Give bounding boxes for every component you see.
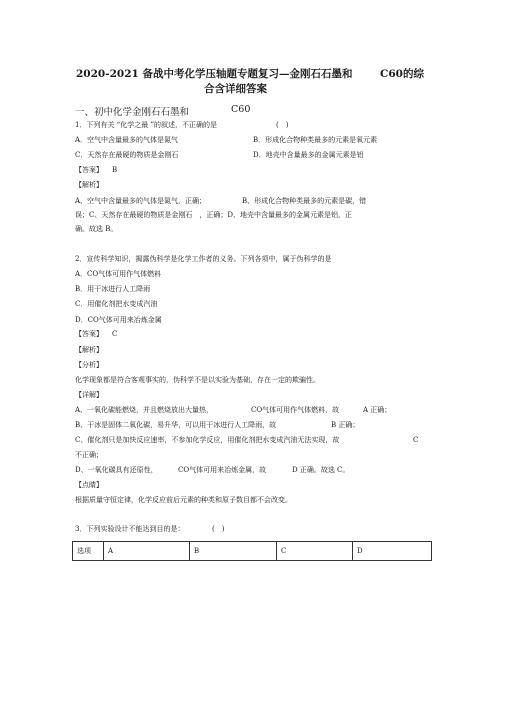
q1-exp-line3: 确。故选 B。 [75,225,118,233]
q1-answer: B [112,166,118,174]
q1-option-c: C．天然存在最硬的物质是金刚石 [75,151,179,159]
q2-detail-b2: B 正确； [331,421,360,429]
q3-paren: ( ) [212,525,225,533]
q2-fenxi-tag: 【分析】 [75,361,103,369]
q1-exp-line2: 误；C、天然存在最硬的物质是金刚石 ，正确；D、地壳中含量最多的金属元素是铝，正 [75,211,352,219]
doc-title-line1a: 2020-2021 备战中考化学压轴题专题复习—金刚石石墨和 [76,68,353,80]
table-header-cell: A [104,542,190,561]
q3-stem: 3．下列实验设计不能达到目的是： [75,525,185,533]
q2-dianjing-tag: 【点睛】 [75,481,103,489]
q2-detail-d1: D、一氧化碳具有还原性， [75,466,158,474]
table-header-cell: B [190,542,277,561]
q2-answer: C [112,330,118,338]
q1-option-a: A．空气中含量最多的气体是氮气 [75,136,179,144]
section-topic: C60 [231,104,251,115]
q2-fenxi-text: 化学现象都是符合客观事实的，伪科学不是以实验为基础，存在一定的欺骗性。 [75,376,320,384]
q2-option-b: B．用干冰进行人工降雨 [75,285,151,293]
q2-detail-c2: C [413,436,419,444]
q2-dianjing-text: 根据质量守恒定律，化学反应前后元素的种类和原子数目都不会改变。 [75,496,292,504]
q2-detail-a1: A、一氧化碳能燃烧，并且燃烧放出大量热， [75,406,214,414]
q2-option-a: A．CO气体可用作气体燃料 [75,270,162,278]
q2-option-c: C．用催化剂把水变成汽油 [75,300,158,308]
q2-detail-a2: CO气体可用作气体燃料，故 [251,406,340,414]
q2-analysis-tag: 【解析】 [75,346,103,354]
q1-exp-line1a: A、空气中含量最多的气体是氮气，正确； [75,197,207,205]
q2-detail-d3: D 正确。故选 C。 [292,466,350,474]
table-header-cell: D [353,542,432,561]
section-heading: 一、初中化学金刚石石墨和 [75,107,190,118]
q2-answer-tag: 【答案】 [75,330,103,338]
q1-answer-tag: 【答案】 [75,166,103,174]
table-header-cell: 选项 [73,542,104,561]
q1-paren: ( ) [276,121,289,129]
q1-stem: 1．下列有关 “化学之最 ”的叙述，不正确的是 [75,121,218,129]
q2-detail-c3: 不正确； [75,451,103,459]
q2-option-d: D．CO气体可用来冶炼金属 [75,316,162,324]
q3-options-table [72,541,432,561]
q1-analysis-tag: 【解析】 [75,181,103,189]
table-header-cell: C [277,542,353,561]
q2-xiangjie-tag: 【详解】 [75,391,103,399]
q2-detail-d2: CO气体可用来冶炼金属，故 [178,466,267,474]
q2-detail-b1: B、干冰是固体二氧化碳，易升华，可以用干冰进行人工降雨，故 [75,421,277,429]
doc-title-line1b: C60的综 [380,68,424,80]
q1-option-d: D．地壳中含量最多的金属元素是铝 [253,151,364,159]
doc-title-line2: 合含详细答案 [204,83,267,95]
q2-detail-c1: C、催化剂只是加快反应速率，不参加化学反应，用催化剂把水变成汽油无法实现，故 [75,436,340,444]
table-header-row [73,542,432,561]
q1-option-b: B．形成化合物种类最多的元素是氧元素 [253,136,378,144]
q2-stem: 2．宣传科学知识，揭露伪科学是化学工作者的义务。下列各项中，属于伪科学的是 [75,255,332,263]
q1-exp-line1b: B、形成化合物种类最多的元素是碳，错 [242,197,367,205]
q2-detail-a3: A 正确； [363,406,392,414]
